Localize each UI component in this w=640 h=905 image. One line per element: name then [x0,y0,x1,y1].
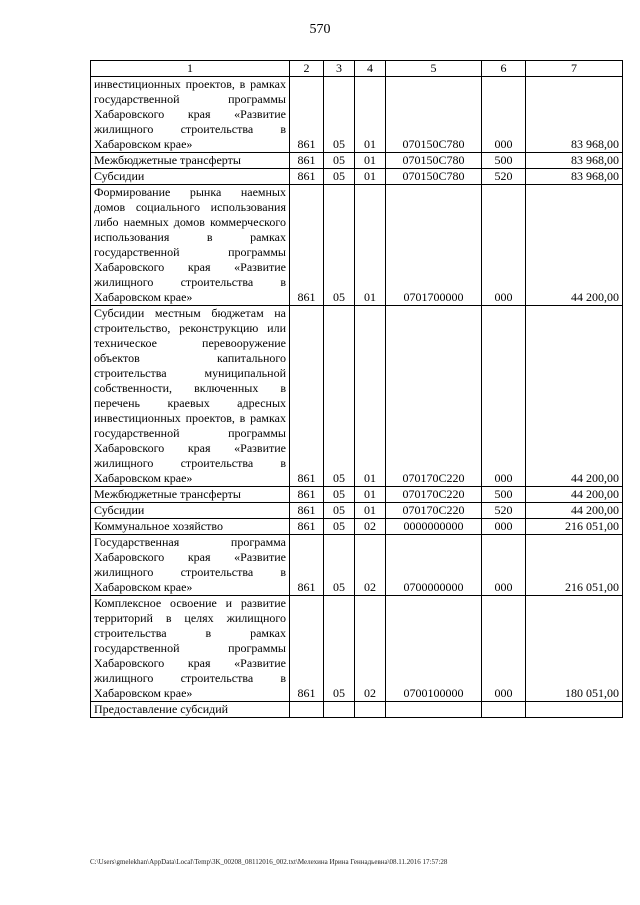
row-expense-type: 500 [482,153,526,169]
row-subsection: 02 [355,519,386,535]
row-subsection: 01 [355,77,386,153]
row-section [324,702,355,718]
row-expense-type: 000 [482,596,526,702]
row-subsection: 01 [355,169,386,185]
row-name: Государственная программа Хабаровского края «Развитие жилищного строительства в Хабаровском крае» [91,535,290,596]
row-admin-code: 861 [290,77,324,153]
row-name: инвестиционных проектов, в рамках государственной программы Хабаровского края «Развитие жилищного строительства в Хабаровском крае» [91,77,290,153]
row-section: 05 [324,153,355,169]
row-section: 05 [324,535,355,596]
row-admin-code: 861 [290,306,324,487]
row-expense-type: 000 [482,185,526,306]
header-col-1: 1 [91,61,290,77]
row-admin-code: 861 [290,519,324,535]
row-amount: 83 968,00 [526,153,623,169]
table-row [91,596,623,702]
row-amount: 180 051,00 [526,596,623,702]
row-expense-type: 000 [482,77,526,153]
row-name: Межбюджетные трансферты [91,487,290,503]
row-section: 05 [324,169,355,185]
header-col-7: 7 [526,61,623,77]
table-row [91,185,623,306]
row-expense-type [482,702,526,718]
row-target-article: 070170С220 [386,503,482,519]
header-row [91,61,623,77]
row-subsection: 02 [355,596,386,702]
row-amount: 44 200,00 [526,185,623,306]
row-amount: 216 051,00 [526,535,623,596]
row-section: 05 [324,77,355,153]
table-row [91,487,623,503]
table-row [91,169,623,185]
row-target-article: 070170С220 [386,306,482,487]
row-target-article: 070150С780 [386,153,482,169]
table-row [91,306,623,487]
row-amount: 44 200,00 [526,306,623,487]
row-target-article [386,702,482,718]
row-name: Комплексное освоение и развитие территорий в целях жилищного строительства в рамках государственной программы Хабаровского края «Развитие жилищного строительства в Хабаровском крае» [91,596,290,702]
row-subsection: 01 [355,185,386,306]
table-row [91,77,623,153]
row-admin-code: 861 [290,185,324,306]
row-name: Коммунальное хозяйство [91,519,290,535]
row-section: 05 [324,519,355,535]
row-subsection: 01 [355,487,386,503]
row-subsection: 01 [355,306,386,487]
budget-table [90,60,623,718]
header-col-6: 6 [482,61,526,77]
row-target-article: 0701700000 [386,185,482,306]
row-amount [526,702,623,718]
row-admin-code: 861 [290,153,324,169]
row-section: 05 [324,306,355,487]
row-name: Субсидии [91,503,290,519]
row-admin-code: 861 [290,169,324,185]
row-target-article: 070150С780 [386,77,482,153]
row-expense-type: 520 [482,169,526,185]
row-amount: 83 968,00 [526,77,623,153]
table-row [91,503,623,519]
table-row [91,519,623,535]
row-expense-type: 000 [482,535,526,596]
row-section: 05 [324,503,355,519]
header-col-5: 5 [386,61,482,77]
row-subsection [355,702,386,718]
row-target-article: 070150С780 [386,169,482,185]
row-target-article: 0700100000 [386,596,482,702]
file-path-footer: C:\Users\gmelekhan\AppData\Local\Temp\3K_00208_08112016_002.txt\Мелехина Ирина Геннадьевна\08.11.2016 17:57:28 [90,858,448,866]
row-amount: 44 200,00 [526,503,623,519]
row-section: 05 [324,487,355,503]
row-section: 05 [324,185,355,306]
row-amount: 44 200,00 [526,487,623,503]
table-row [91,535,623,596]
row-admin-code: 861 [290,535,324,596]
row-name: Предоставление субсидий [91,702,290,718]
header-col-4: 4 [355,61,386,77]
row-admin-code: 861 [290,503,324,519]
row-name: Субсидии [91,169,290,185]
row-name: Субсидии местным бюджетам на строительство, реконструкцию или техническое перевооружение объектов капитального строительства муниципальной собственности, включенных в перечень краевых адресных инвестиционных проектов, в рамках государственной программы Хабаровского края «Развитие жилищного строительства в Хабаровском крае» [91,306,290,487]
row-target-article: 0000000000 [386,519,482,535]
row-target-article: 0700000000 [386,535,482,596]
row-name: Межбюджетные трансферты [91,153,290,169]
header-col-2: 2 [290,61,324,77]
row-admin-code: 861 [290,596,324,702]
row-expense-type: 520 [482,503,526,519]
table-row [91,702,623,718]
row-expense-type: 000 [482,306,526,487]
header-col-3: 3 [324,61,355,77]
row-target-article: 070170С220 [386,487,482,503]
page-number: 570 [309,22,331,37]
row-amount: 83 968,00 [526,169,623,185]
row-subsection: 01 [355,503,386,519]
row-subsection: 01 [355,153,386,169]
row-admin-code [290,702,324,718]
row-section: 05 [324,596,355,702]
row-expense-type: 500 [482,487,526,503]
row-admin-code: 861 [290,487,324,503]
row-expense-type: 000 [482,519,526,535]
row-subsection: 02 [355,535,386,596]
row-name: Формирование рынка наемных домов социального использования либо наемных домов коммерческого использования в рамках государственной программы Хабаровского края «Развитие жилищного строительства в Хабаровском крае» [91,185,290,306]
table-row [91,153,623,169]
row-amount: 216 051,00 [526,519,623,535]
